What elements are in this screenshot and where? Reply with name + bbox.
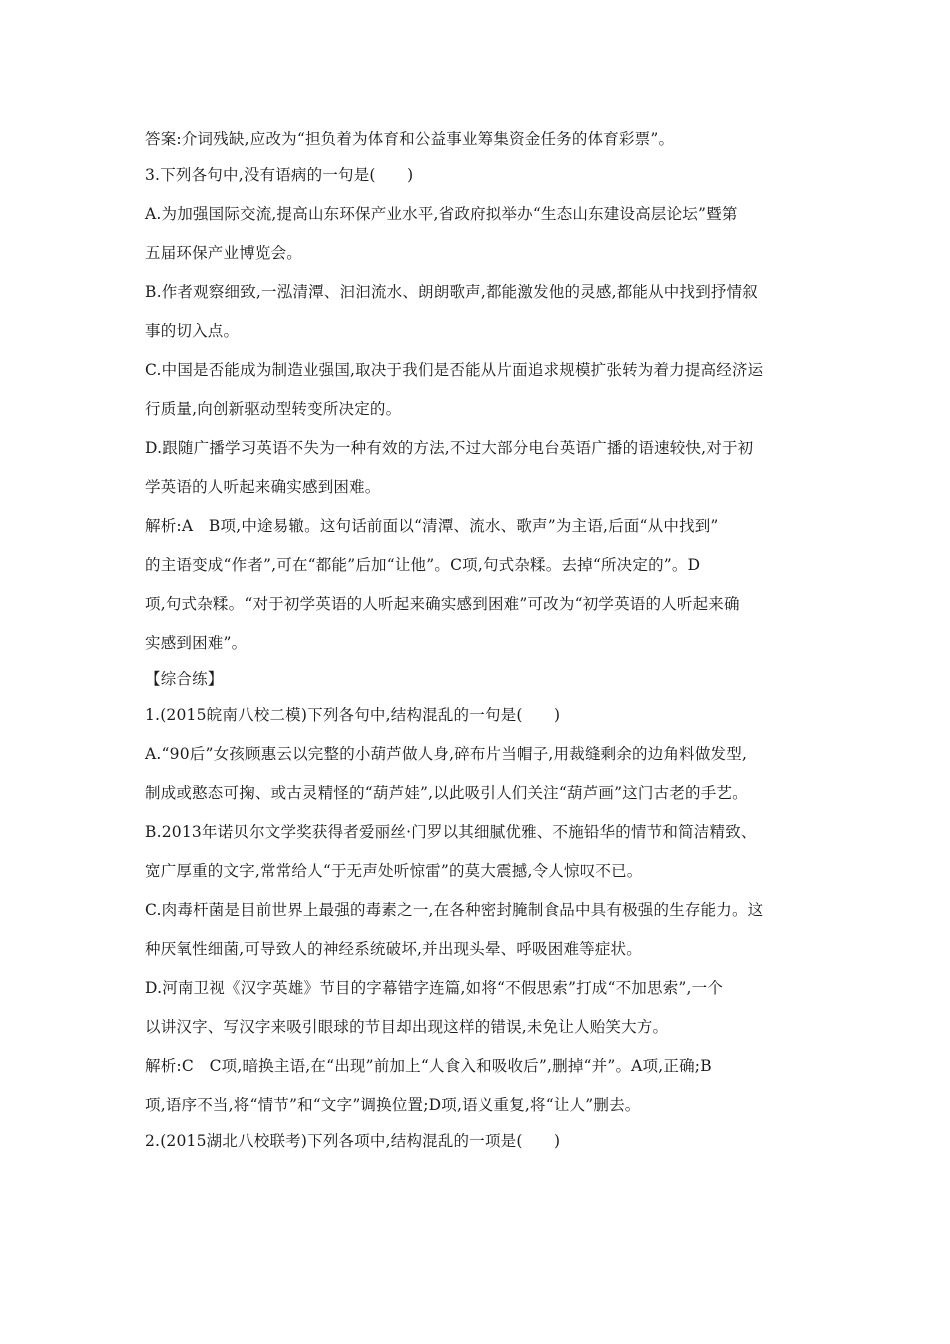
exercise-1-option-d-cont: 以讲汉字、写汉字来吸引眼球的节目却出现这样的错误,未免让人贻笑大方。	[145, 1018, 669, 1036]
question-3-analysis-cont-3: 实感到困难”。	[145, 634, 248, 652]
exercise-1-option-d: D.河南卫视《汉字英雄》节目的字幕错字连篇,如将“不假思索”打成“不加思索”,一个	[145, 979, 724, 997]
question-3-stem: 3.下列各句中,没有语病的一句是( )	[145, 166, 414, 184]
exercise-1-option-c: C.肉毒杆菌是目前世界上最强的毒素之一,在各种密封腌制食品中具有极强的生存能力。这	[145, 901, 764, 919]
exercise-1-option-b: B.2013年诺贝尔文学奖获得者爱丽丝·门罗以其细腻优雅、不施铅华的情节和简洁精致、	[145, 823, 757, 841]
question-3-option-d-cont: 学英语的人听起来确实感到困难。	[145, 478, 381, 496]
question-3-option-c-cont: 行质量,向创新驱动型转变所决定的。	[145, 400, 402, 418]
exercise-1-option-b-cont: 宽广厚重的文字,常常给人“于无声处听惊雷”的莫大震撼,令人惊叹不已。	[145, 862, 643, 880]
exercise-1-analysis-cont: 项,语序不当,将“情节”和“文字”调换位置;D项,语义重复,将“让人”删去。	[145, 1096, 641, 1114]
question-3-analysis-cont-2: 项,句式杂糅。“对于初学英语的人听起来确实感到困难”可改为“初学英语的人听起来确	[145, 595, 740, 613]
question-3-analysis: 解析:A B项,中途易辙。这句话前面以“清潭、流水、歌声”为主语,后面“从中找到”	[145, 517, 719, 535]
question-3-option-b: B.作者观察细致,一泓清潭、汩汩流水、朗朗歌声,都能激发他的灵感,都能从中找到抒情叙	[145, 283, 759, 301]
question-3-option-a: A.为加强国际交流,提高山东环保产业水平,省政府拟举办“生态山东建设高层论坛”暨第	[145, 205, 738, 223]
question-3-option-d: D.跟随广播学习英语不失为一种有效的方法,不过大部分电台英语广播的语速较快,对于初	[145, 439, 754, 457]
exercise-1-stem: 1.(2015皖南八校二模)下列各句中,结构混乱的一句是( )	[145, 706, 561, 724]
exercise-1-option-c-cont: 种厌氧性细菌,可导致人的神经系统破坏,并出现头晕、呼吸困难等症状。	[145, 940, 642, 958]
question-3-option-b-cont: 事的切入点。	[145, 322, 240, 340]
question-3-analysis-cont-1: 的主语变成“作者”,可在“都能”后加“让他”。C项,句式杂糅。去掉“所决定的”。D	[145, 556, 701, 574]
question-3-option-a-cont: 五届环保产业博览会。	[145, 244, 303, 262]
section-heading: 【综合练】	[145, 670, 224, 688]
question-3-option-c: C.中国是否能成为制造业强国,取决于我们是否能从片面追求规模扩张转为着力提高经济运	[145, 361, 764, 379]
exercise-1-option-a-cont: 制成或憨态可掬、或古灵精怪的“葫芦娃”,以此吸引人们关注“葫芦画”这门古老的手艺。	[145, 784, 748, 802]
exercise-1-analysis: 解析:C C项,暗换主语,在“出现”前加上“人食入和吸收后”,删掉“并”。A项,正确;B	[145, 1057, 712, 1075]
exercise-2-stem: 2.(2015湖北八校联考)下列各项中,结构混乱的一项是( )	[145, 1132, 561, 1150]
exercise-1-option-a: A.“90后”女孩顾惠云以完整的小葫芦做人身,碎布片当帽子,用裁缝剩余的边角料做发型,	[145, 745, 748, 763]
answer-line: 答案:介词残缺,应改为“担负着为体育和公益事业筹集资金任务的体育彩票”。	[145, 130, 675, 148]
